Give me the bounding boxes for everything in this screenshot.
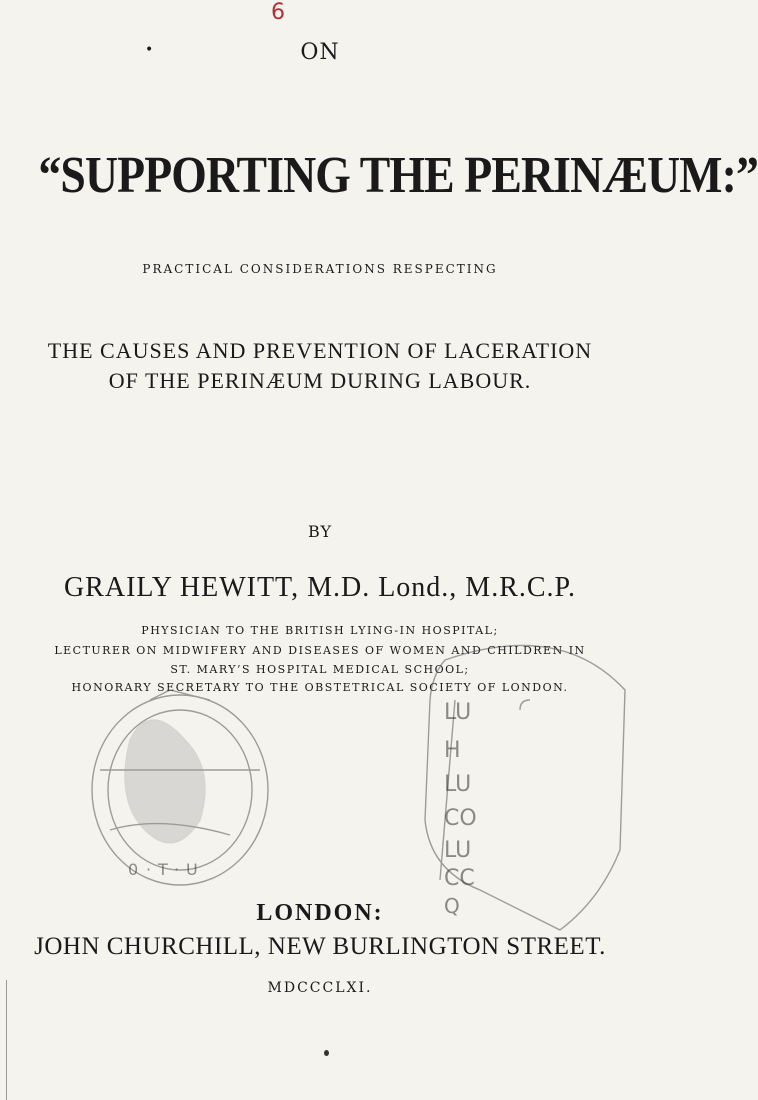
imprint-year: MDCCCLXI.	[267, 980, 373, 996]
heading-line-1: THE CAUSES AND PREVENTION OF LACERATION	[47, 338, 593, 363]
credential-line-3: ST. MARY’S HOSPITAL MEDICAL SCHOOL;	[170, 663, 470, 676]
heading-line-2: OF THE PERINÆUM DURING LABOUR.	[108, 368, 532, 393]
stamp-glyph: H	[444, 738, 461, 763]
left-oval-stamp	[92, 690, 268, 885]
stamp-glyph: CC	[444, 866, 475, 891]
by-line: BY	[307, 522, 333, 541]
stamp-glyph: LU	[444, 838, 472, 863]
ink-dot	[324, 1050, 329, 1056]
stamp-glyph: Q	[444, 894, 460, 918]
stamp-glyph: LU	[444, 700, 472, 725]
imprint-city: LONDON:	[256, 900, 384, 926]
library-mark: 6	[271, 0, 285, 25]
credential-line-4: HONORARY SECRETARY TO THE OBSTETRICAL SOCIETY OF LONDON.	[71, 681, 569, 694]
margin-line	[6, 980, 7, 1100]
stamp-glyph: U	[186, 860, 198, 879]
title-on: ON	[300, 40, 340, 65]
stamp-glyph: ·	[146, 860, 152, 879]
stamp-glyph: T	[158, 860, 168, 879]
imprint-publisher: JOHN CHURCHILL, NEW BURLINGTON STREET.	[34, 933, 606, 960]
stamp-glyph: ·	[174, 860, 180, 879]
stamp-glyph: LU	[444, 772, 472, 797]
credential-line-1: PHYSICIAN TO THE BRITISH LYING-IN HOSPITAL;	[141, 624, 499, 637]
credential-line-2: LECTURER ON MIDWIFERY AND DISEASES OF WOMEN AND CHILDREN IN	[54, 644, 586, 657]
main-title: “SUPPORTING THE PERINÆUM:”	[38, 147, 758, 204]
author-name: GRAILY HEWITT, M.D. Lond., M.R.C.P.	[63, 572, 577, 603]
ink-dot: •	[145, 42, 154, 58]
stamp-glyph: 0	[128, 860, 139, 879]
stamp-glyph: CO	[444, 806, 477, 831]
subtitle: PRACTICAL CONSIDERATIONS RESPECTING	[142, 262, 498, 276]
